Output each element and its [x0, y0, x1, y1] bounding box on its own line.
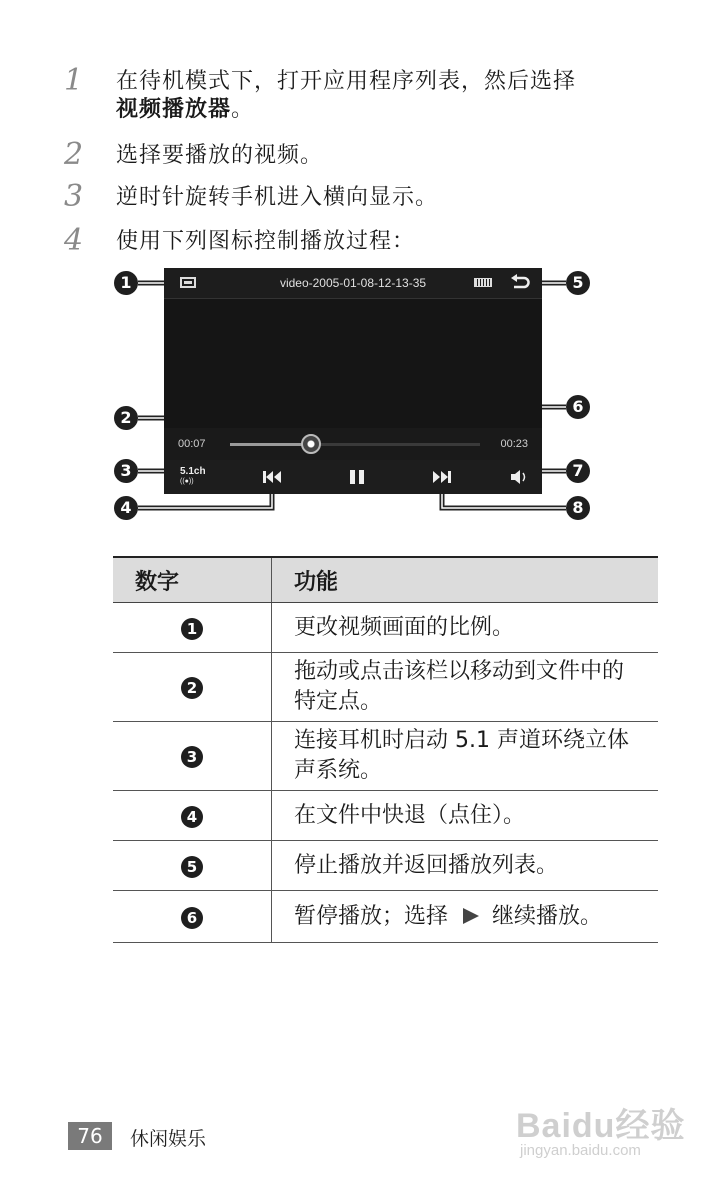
elapsed-time: 00:07 — [178, 438, 206, 450]
surround-label: 5.1ch — [180, 466, 206, 477]
callout-4: 4 — [114, 496, 138, 520]
back-icon[interactable] — [510, 274, 530, 292]
callout-3: 3 — [114, 459, 138, 483]
video-player-screen — [164, 268, 542, 494]
row-description: 更改视频画面的比例。 — [272, 603, 659, 653]
table-row — [113, 841, 658, 891]
page-number: 76 — [68, 1122, 112, 1150]
table-row — [113, 791, 658, 841]
callout-2: 2 — [114, 406, 138, 430]
step-number: 3 — [64, 179, 84, 214]
step-text: 选择要播放的视频。 — [116, 143, 324, 168]
progress-fill — [230, 443, 312, 446]
header-function: 功能 — [272, 557, 659, 603]
header-number: 数字 — [113, 557, 272, 603]
volume-icon[interactable] — [510, 469, 530, 485]
callout-8: 8 — [566, 496, 590, 520]
step-number: 1 — [64, 63, 84, 98]
step-number: 4 — [64, 223, 84, 258]
row-number-badge: 3 — [181, 746, 203, 768]
step-text: 逆时针旋转手机进入横向显示。 — [116, 185, 439, 210]
play-icon — [459, 907, 481, 925]
callout-1: 1 — [114, 271, 138, 295]
rewind-icon[interactable] — [262, 469, 282, 485]
battery-icon — [474, 278, 492, 287]
table-header-row — [113, 557, 658, 603]
row-number-badge: 1 — [181, 618, 203, 640]
section-title: 休闲娱乐 — [130, 1128, 207, 1150]
step-number: 2 — [64, 137, 84, 172]
surround-sound-button[interactable] — [180, 467, 206, 487]
surround-sub-label: ((●)) — [180, 478, 194, 485]
row-description: 停止播放并返回播放列表。 — [272, 841, 659, 891]
function-table — [113, 556, 658, 943]
row-description: 连接耳机时启动 5.1 声道环绕立体声系统。 — [272, 722, 659, 791]
watermark-url: jingyan.baidu.com — [520, 1142, 641, 1159]
row-number-badge: 4 — [181, 806, 203, 828]
callout-7: 7 — [566, 459, 590, 483]
player-status-bar — [164, 268, 542, 299]
watermark-logo: Baidu经验 — [516, 1107, 686, 1145]
table-row — [113, 603, 658, 653]
video-title: video-2005-01-08-12-13-35 — [279, 276, 427, 290]
row-number-badge: 6 — [181, 907, 203, 929]
table-row — [113, 891, 658, 943]
progress-thumb[interactable] — [301, 434, 321, 454]
progress-bar-row — [164, 428, 542, 460]
callout-6: 6 — [566, 395, 590, 419]
step-text: 在待机模式下，打开应用程序列表，然后选择 — [116, 69, 577, 94]
callout-5: 5 — [566, 271, 590, 295]
step-bold-text: 视频播放器 — [116, 97, 232, 122]
table-row — [113, 653, 658, 722]
row-number-badge: 2 — [181, 677, 203, 699]
row-description: 拖动或点击该栏以移动到文件中的特定点。 — [272, 653, 659, 722]
step-text: 使用下列图标控制播放过程： — [116, 229, 416, 254]
row-description: 暂停播放；选择 继续播放。 — [272, 891, 659, 943]
total-time: 00:23 — [500, 438, 528, 450]
table-row — [113, 722, 658, 791]
row-number-badge: 5 — [181, 856, 203, 878]
row-description: 在文件中快退（点住）。 — [272, 791, 659, 841]
playback-controls — [164, 460, 542, 494]
pause-icon[interactable] — [348, 469, 366, 485]
fast-forward-icon[interactable] — [432, 469, 452, 485]
